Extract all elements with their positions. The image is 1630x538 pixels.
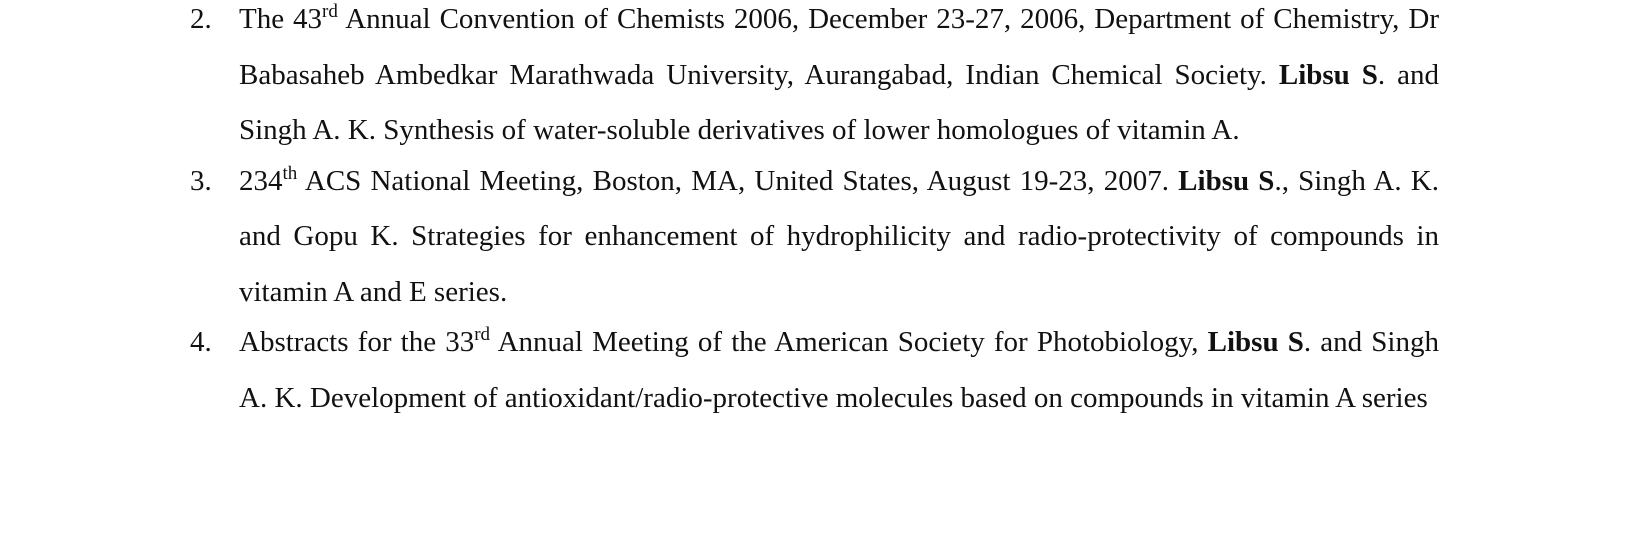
reference-text-end: . and Singh A. K. Synthesis of water-soluble derivatives of lower homologues of vitamin A. (239, 58, 1439, 146)
reference-item (0, 0, 1439, 159)
reference-text-end: . and Singh A. K. Development of antioxidant/radio-protective molecules based on compounds in vitamin A series (239, 326, 1439, 414)
reference-text (239, 0, 1439, 159)
reference-item (0, 154, 1439, 321)
reference-number: 2. (190, 3, 212, 35)
reference-text-start: The 43 (239, 3, 323, 35)
reference-text-middle: Annual Convention of Chemists 2006, December 23-27, 2006, Department of Chemistry, Dr Babasaheb Ambedkar Marathwada University, Aurangabad, Indian Chemical Society. (239, 3, 1439, 91)
author-highlight: Libsu S (1207, 326, 1304, 358)
reference-text-middle: Annual Meeting of the American Society for Photobiology, (490, 326, 1208, 358)
reference-text (239, 154, 1439, 321)
ordinal-suffix: th (282, 162, 298, 184)
reference-item (0, 315, 1439, 426)
reference-text (239, 315, 1439, 426)
author-highlight: Libsu S (1278, 58, 1378, 91)
reference-text-start: 234 (239, 164, 283, 197)
ordinal-suffix: rd (474, 324, 491, 345)
author-highlight: Libsu S (1178, 164, 1275, 197)
reference-text-end: ., Singh A. K. and Gopu K. Strategies for enhancement of hydrophilicity and radio-protectivity of compounds in vitamin A and E series. (239, 164, 1439, 308)
reference-text-start: Abstracts for the 33 (239, 326, 475, 358)
reference-number: 4. (190, 326, 212, 358)
reference-number: 3. (190, 164, 212, 197)
ordinal-suffix: rd (322, 1, 338, 22)
reference-text-middle: ACS National Meeting, Boston, MA, United States, August 19-23, 2007. (297, 164, 1179, 197)
